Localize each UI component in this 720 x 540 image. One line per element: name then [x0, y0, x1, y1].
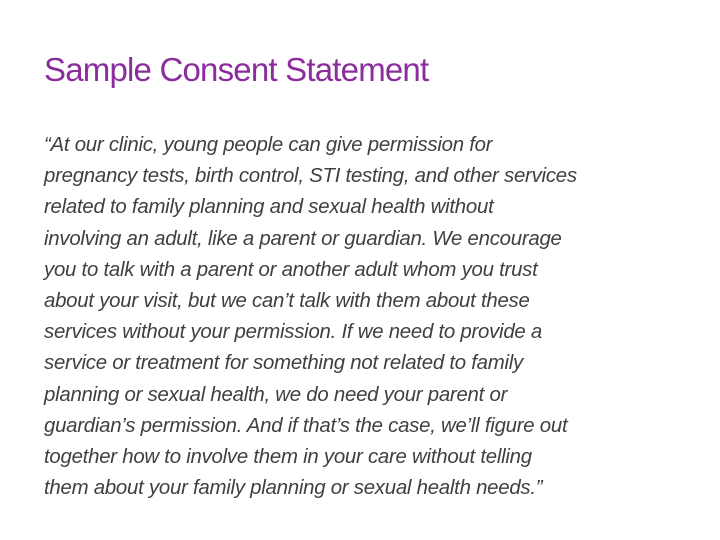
quote-line: related to family planning and sexual health without: [44, 196, 494, 219]
quote-line: planning or sexual health, we do need your parent or: [44, 383, 508, 406]
quote-line: you to talk with a parent or another adult whom you trust: [44, 258, 538, 281]
quote-line: services without your permission. If we need to provide a: [44, 321, 543, 344]
quote-line: guardian’s permission. And if that’s the case, we’ll figure out: [44, 414, 568, 437]
consent-statement-quote: [44, 130, 692, 504]
slide-title: Sample Consent Statement: [44, 51, 429, 88]
quote-line: together how to involve them in your care without telling: [44, 446, 532, 469]
quote-line: about your visit, but we can’t talk with them about these: [44, 290, 530, 313]
quote-line: involving an adult, like a parent or guardian. We encourage: [44, 227, 562, 250]
quote-line: pregnancy tests, birth control, STI testing, and other services: [44, 165, 577, 188]
quote-line: them about your family planning or sexual health needs.”: [44, 477, 543, 500]
quote-line: service or treatment for something not related to family: [44, 352, 523, 375]
quote-line: “At our clinic, young people can give permission for: [44, 134, 493, 156]
